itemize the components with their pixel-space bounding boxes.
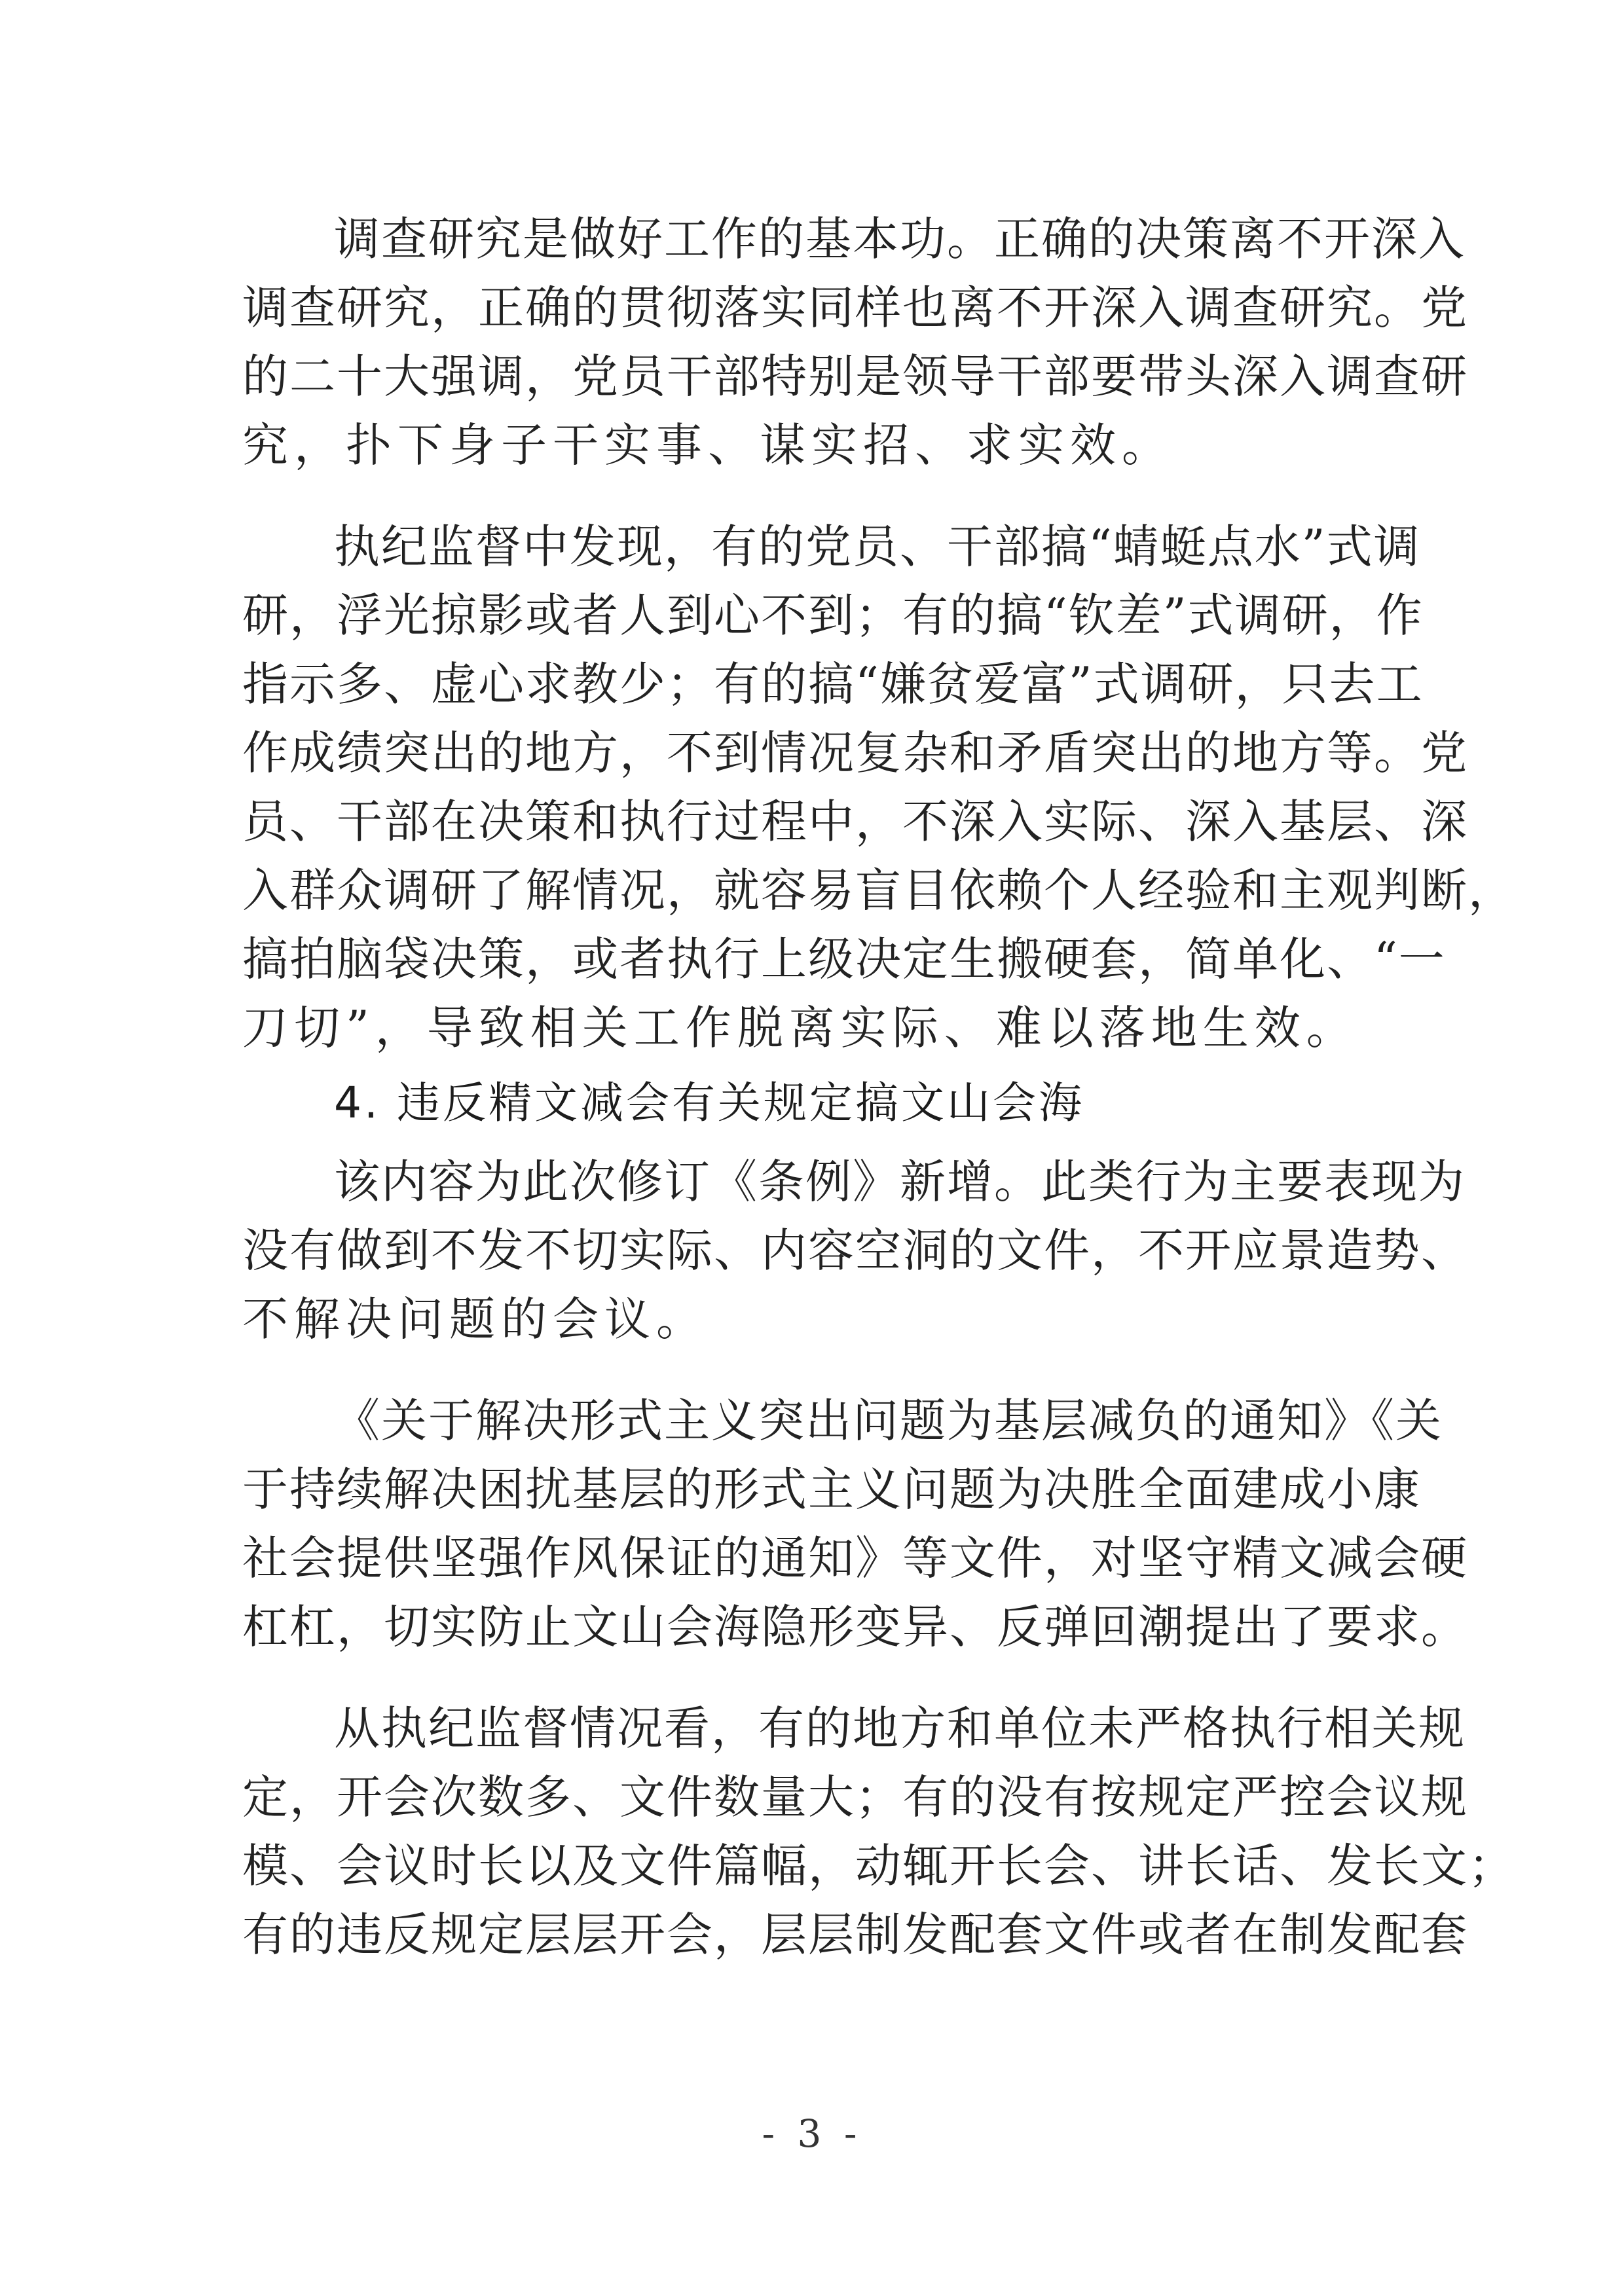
paragraph-3-line-3: 不解决问题的会议。: [242, 1292, 708, 1346]
paragraph-2-line-8: 刀切”，导致相关工作脱离实际、难以落地生效。: [242, 1001, 1358, 1055]
paragraph-2-line-6: 入群众调研了解情况，就容易盲目依赖个人经验和主观判断，: [242, 864, 1515, 917]
paragraph-2-line-2: 研，浮光掠影或者人到心不到；有的搞“钦差”式调研，作: [242, 589, 1424, 642]
section-heading: 4. 违反精文减会有关规定搞文山会海: [334, 1078, 1084, 1128]
paragraph-4-line-1: 《关于解决形式主义突出问题为基层减负的通知》《关: [334, 1394, 1443, 1448]
paragraph-1-line-2: 调查研究，正确的贯彻落实同样也离不开深入调查研究。党: [242, 281, 1468, 335]
paragraph-4-line-2: 于持续解决困扰基层的形式主义问题为决胜全面建成小康: [242, 1463, 1421, 1516]
page-number: - 3 -: [762, 2111, 862, 2156]
paragraph-3-line-2: 没有做到不发不切实际、内容空洞的文件，不开应景造势、: [242, 1224, 1468, 1277]
paragraph-2-line-4: 作成绩突出的地方，不到情况复杂和矛盾突出的地方等。党: [242, 726, 1468, 780]
paragraph-1-line-3: 的二十大强调，党员干部特别是领导干部要带头深入调查研: [242, 350, 1468, 403]
paragraph-4-line-4: 杠杠，切实防止文山会海隐形变异、反弹回潮提出了要求。: [242, 1600, 1468, 1654]
paragraph-4-line-3: 社会提供坚强作风保证的通知》等文件，对坚守精文减会硬: [242, 1531, 1468, 1585]
paragraph-5-line-2: 定，开会次数多、文件数量大；有的没有按规定严控会议规: [242, 1770, 1468, 1824]
paragraph-5-line-1: 从执纪监督情况看，有的地方和单位未严格执行相关规: [334, 1702, 1466, 1755]
paragraph-2-line-7: 搞拍脑袋决策，或者执行上级决定生搬硬套，简单化、“一: [242, 932, 1446, 986]
paragraph-1-line-4: 究，扑下身子干实事、谋实招、求实效。: [242, 418, 1173, 472]
paragraph-3-line-1: 该内容为此次修订《条例》新增。此类行为主要表现为: [334, 1155, 1466, 1209]
paragraph-5-line-3: 模、会议时长以及文件篇幅，动辄开长会、讲长话、发长文；: [242, 1839, 1515, 1893]
paragraph-1-line-1: 调查研究是做好工作的基本功。正确的决策离不开深入: [334, 212, 1466, 266]
paragraph-2-line-5: 员、干部在决策和执行过程中，不深入实际、深入基层、深: [242, 795, 1468, 848]
paragraph-2-line-3: 指示多、虚心求教少；有的搞“嫌贫爱富”式调研，只去工: [242, 657, 1424, 711]
paragraph-5-line-4: 有的违反规定层层开会，层层制发配套文件或者在制发配套: [242, 1908, 1468, 1961]
paragraph-2-line-1: 执纪监督中发现，有的党员、干部搞“蜻蜓点水”式调: [334, 520, 1421, 574]
